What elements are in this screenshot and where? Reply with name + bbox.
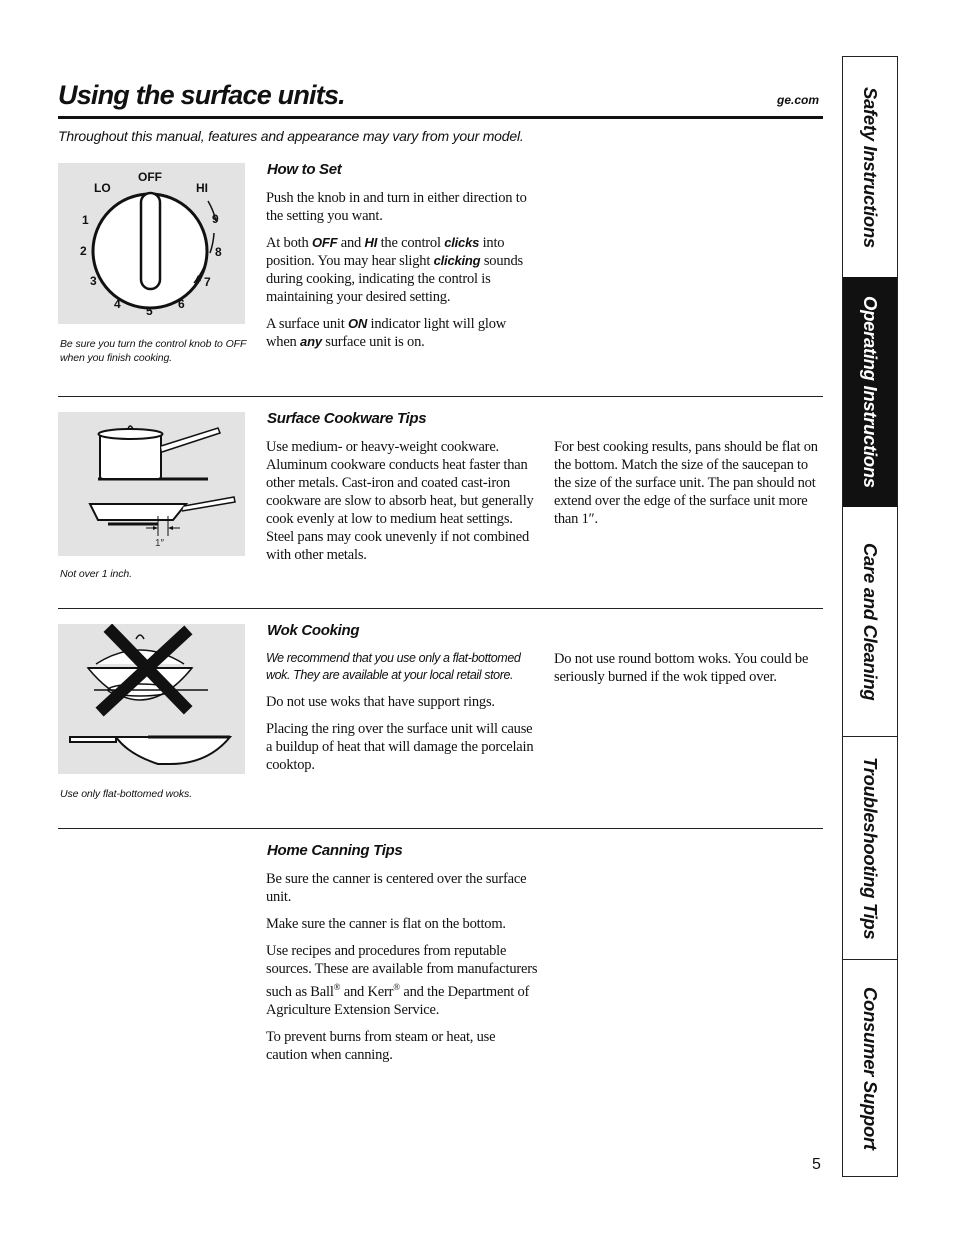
wok-p1: Do not use woks that have support rings.: [266, 694, 495, 710]
section-divider: [58, 828, 823, 829]
keyword-clicking: clicking: [433, 253, 481, 268]
knob-figure: [58, 163, 245, 324]
wok-body-right: [554, 650, 820, 695]
section-divider: [58, 396, 823, 397]
knob-number: 6: [178, 297, 185, 311]
page-title: Using the surface units.: [58, 80, 345, 110]
knob-number: 8: [215, 245, 222, 259]
tab-consumer-support[interactable]: [843, 959, 897, 1177]
section-divider: [58, 608, 823, 609]
wok-illustration: [58, 624, 245, 774]
wok-caption: Use only flat-bottomed woks.: [60, 788, 193, 800]
tab-label: Consumer Support: [860, 987, 881, 1150]
wok-body-left: [266, 650, 538, 783]
knob-number: 2: [80, 244, 87, 258]
wok-p2: Placing the ring over the surface unit will cause a buildup of heat that will damage the porcelain cooktop.: [266, 721, 534, 773]
tab-safety-instructions[interactable]: [843, 57, 897, 277]
cookware-caption: Not over 1 inch.: [60, 568, 132, 580]
how-to-set-p2: At both OFF and HI the control clicks into position. You may hear slight clicking sounds during cooking, indicating the control is maintaining your desired setting.: [266, 235, 523, 305]
knob-number: 5: [146, 304, 153, 318]
wok-figure: [58, 624, 245, 774]
knob-number: 7: [204, 275, 211, 289]
sidebar-nav: [842, 56, 898, 1177]
website-link[interactable]: ge.com: [777, 93, 820, 107]
wok-text-right: Do not use round bottom woks. You could be seriously burned if the wok tipped over.: [554, 651, 809, 685]
tab-troubleshooting-tips[interactable]: [843, 736, 897, 960]
tab-label: Operating Instructions: [860, 296, 881, 488]
canning-p3: Use recipes and procedures from reputable sources. These are available from manufacturers such as Ball® and Kerr® and the Department of Agriculture Extension Service.: [266, 943, 538, 1018]
keyword-off: OFF: [311, 235, 338, 250]
knob-number: 9: [212, 212, 219, 226]
knob-number: 1: [82, 213, 89, 227]
knob-label-off: OFF: [138, 170, 162, 184]
wok-heading: Wok Cooking: [267, 622, 360, 639]
cookware-figure: [58, 412, 245, 556]
intro-text: Throughout this manual, features and appearance may vary from your model.: [58, 128, 524, 144]
measurement-label: 1″: [155, 538, 165, 549]
registered-mark: ®: [333, 982, 341, 992]
cookware-heading: Surface Cookware Tips: [267, 410, 427, 427]
tab-operating-instructions[interactable]: [843, 277, 897, 507]
knob-label-hi: HI: [196, 181, 208, 195]
knob-illustration: [58, 163, 245, 324]
how-to-set-body: [266, 189, 538, 360]
tab-label: Care and Cleaning: [860, 542, 881, 701]
cookware-body-right: [554, 438, 820, 537]
knob-number: 4: [114, 297, 121, 311]
registered-mark: ®: [393, 982, 400, 992]
canning-heading: Home Canning Tips: [267, 842, 403, 859]
wok-note: We recommend that you use only a flat-bottomed wok. They are available at your local retail store.: [266, 651, 521, 682]
canning-p4: To prevent burns from steam or heat, use caution when canning.: [266, 1028, 496, 1063]
how-to-set-heading: How to Set: [267, 161, 342, 178]
header-rule: [58, 116, 823, 119]
canning-p1: Be sure the canner is centered over the surface unit.: [266, 871, 527, 905]
how-to-set-p1: Push the knob in and turn in either direction to the setting you want.: [266, 190, 527, 224]
tab-label: Safety Instructions: [860, 86, 881, 248]
keyword-hi: HI: [364, 235, 378, 250]
knob-label-lo: LO: [94, 181, 111, 195]
how-to-set-p3: A surface unit ON indicator light will glow when any surface unit is on.: [266, 316, 507, 350]
cookware-text-left: Use medium- or heavy-weight cookware. Aluminum cookware conducts heat faster than other metals. Cast-iron and coated cast-iron cookware are slow to absorb heat, but generally cook evenly at low to medium heat settings. Steel pans may cook unevenly if not combined with other metals.: [266, 439, 534, 563]
cookware-body-left: [266, 438, 538, 573]
tab-label: Troubleshooting Tips: [860, 757, 881, 940]
keyword-clicks: clicks: [444, 235, 480, 250]
cookware-illustration: [58, 412, 245, 556]
canning-p2: Make sure the canner is flat on the bottom.: [266, 916, 506, 932]
cookware-text-right: For best cooking results, pans should be flat on the bottom. Match the size of the saucepan to the size of the surface unit. The pan should not extend over the edge of the surface unit more than 1″.: [554, 439, 818, 527]
page-number: 5: [812, 1156, 821, 1173]
knob-caption: Be sure you turn the control knob to OFF when you finish cooking.: [60, 338, 247, 364]
keyword-on: ON: [347, 316, 368, 331]
canning-body: [266, 870, 538, 1073]
tab-care-and-cleaning[interactable]: [843, 507, 897, 736]
knob-number: 3: [90, 274, 97, 288]
keyword-any: any: [300, 334, 322, 349]
